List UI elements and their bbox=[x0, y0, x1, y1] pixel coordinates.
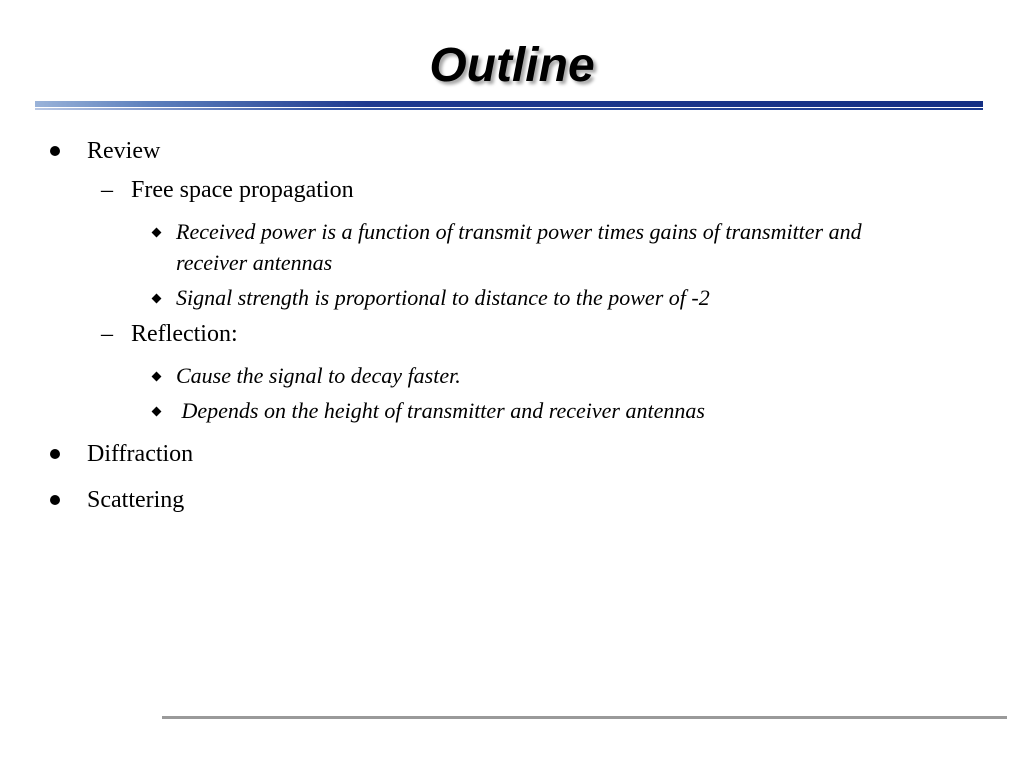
diamond-bullet-icon bbox=[152, 407, 162, 417]
dash-icon: – bbox=[101, 177, 113, 203]
footer-rule bbox=[162, 716, 1007, 719]
sub-bullet-reflection: Reflection: bbox=[131, 321, 238, 347]
title-underline-thick bbox=[35, 101, 983, 107]
bullet-scattering: Scattering bbox=[87, 487, 185, 513]
diamond-bullet-icon bbox=[152, 228, 162, 238]
dash-icon: – bbox=[101, 321, 113, 347]
detail-decay-faster: Cause the signal to decay faster. bbox=[176, 363, 461, 388]
title-underline bbox=[35, 101, 983, 111]
detail-received-power: Received power is a function of transmit power times gains of transmitter and receiver antennas bbox=[176, 219, 862, 275]
diamond-bullet-icon bbox=[152, 372, 162, 382]
sub-bullet-free-space: Free space propagation bbox=[131, 177, 354, 203]
bullet-review: Review bbox=[87, 138, 161, 164]
detail-signal-strength: Signal strength is proportional to distance to the power of -2 bbox=[176, 285, 710, 310]
slide-title: Outline bbox=[429, 39, 595, 92]
title-underline-thin bbox=[35, 108, 983, 110]
bullet-dot-icon bbox=[50, 495, 60, 505]
diamond-bullet-icon bbox=[152, 294, 162, 304]
bullet-dot-icon bbox=[50, 146, 60, 156]
bullet-dot-icon bbox=[50, 449, 60, 459]
bullet-diffraction: Diffraction bbox=[87, 441, 194, 467]
detail-antenna-height: Depends on the height of transmitter and receiver antennas bbox=[176, 398, 705, 423]
